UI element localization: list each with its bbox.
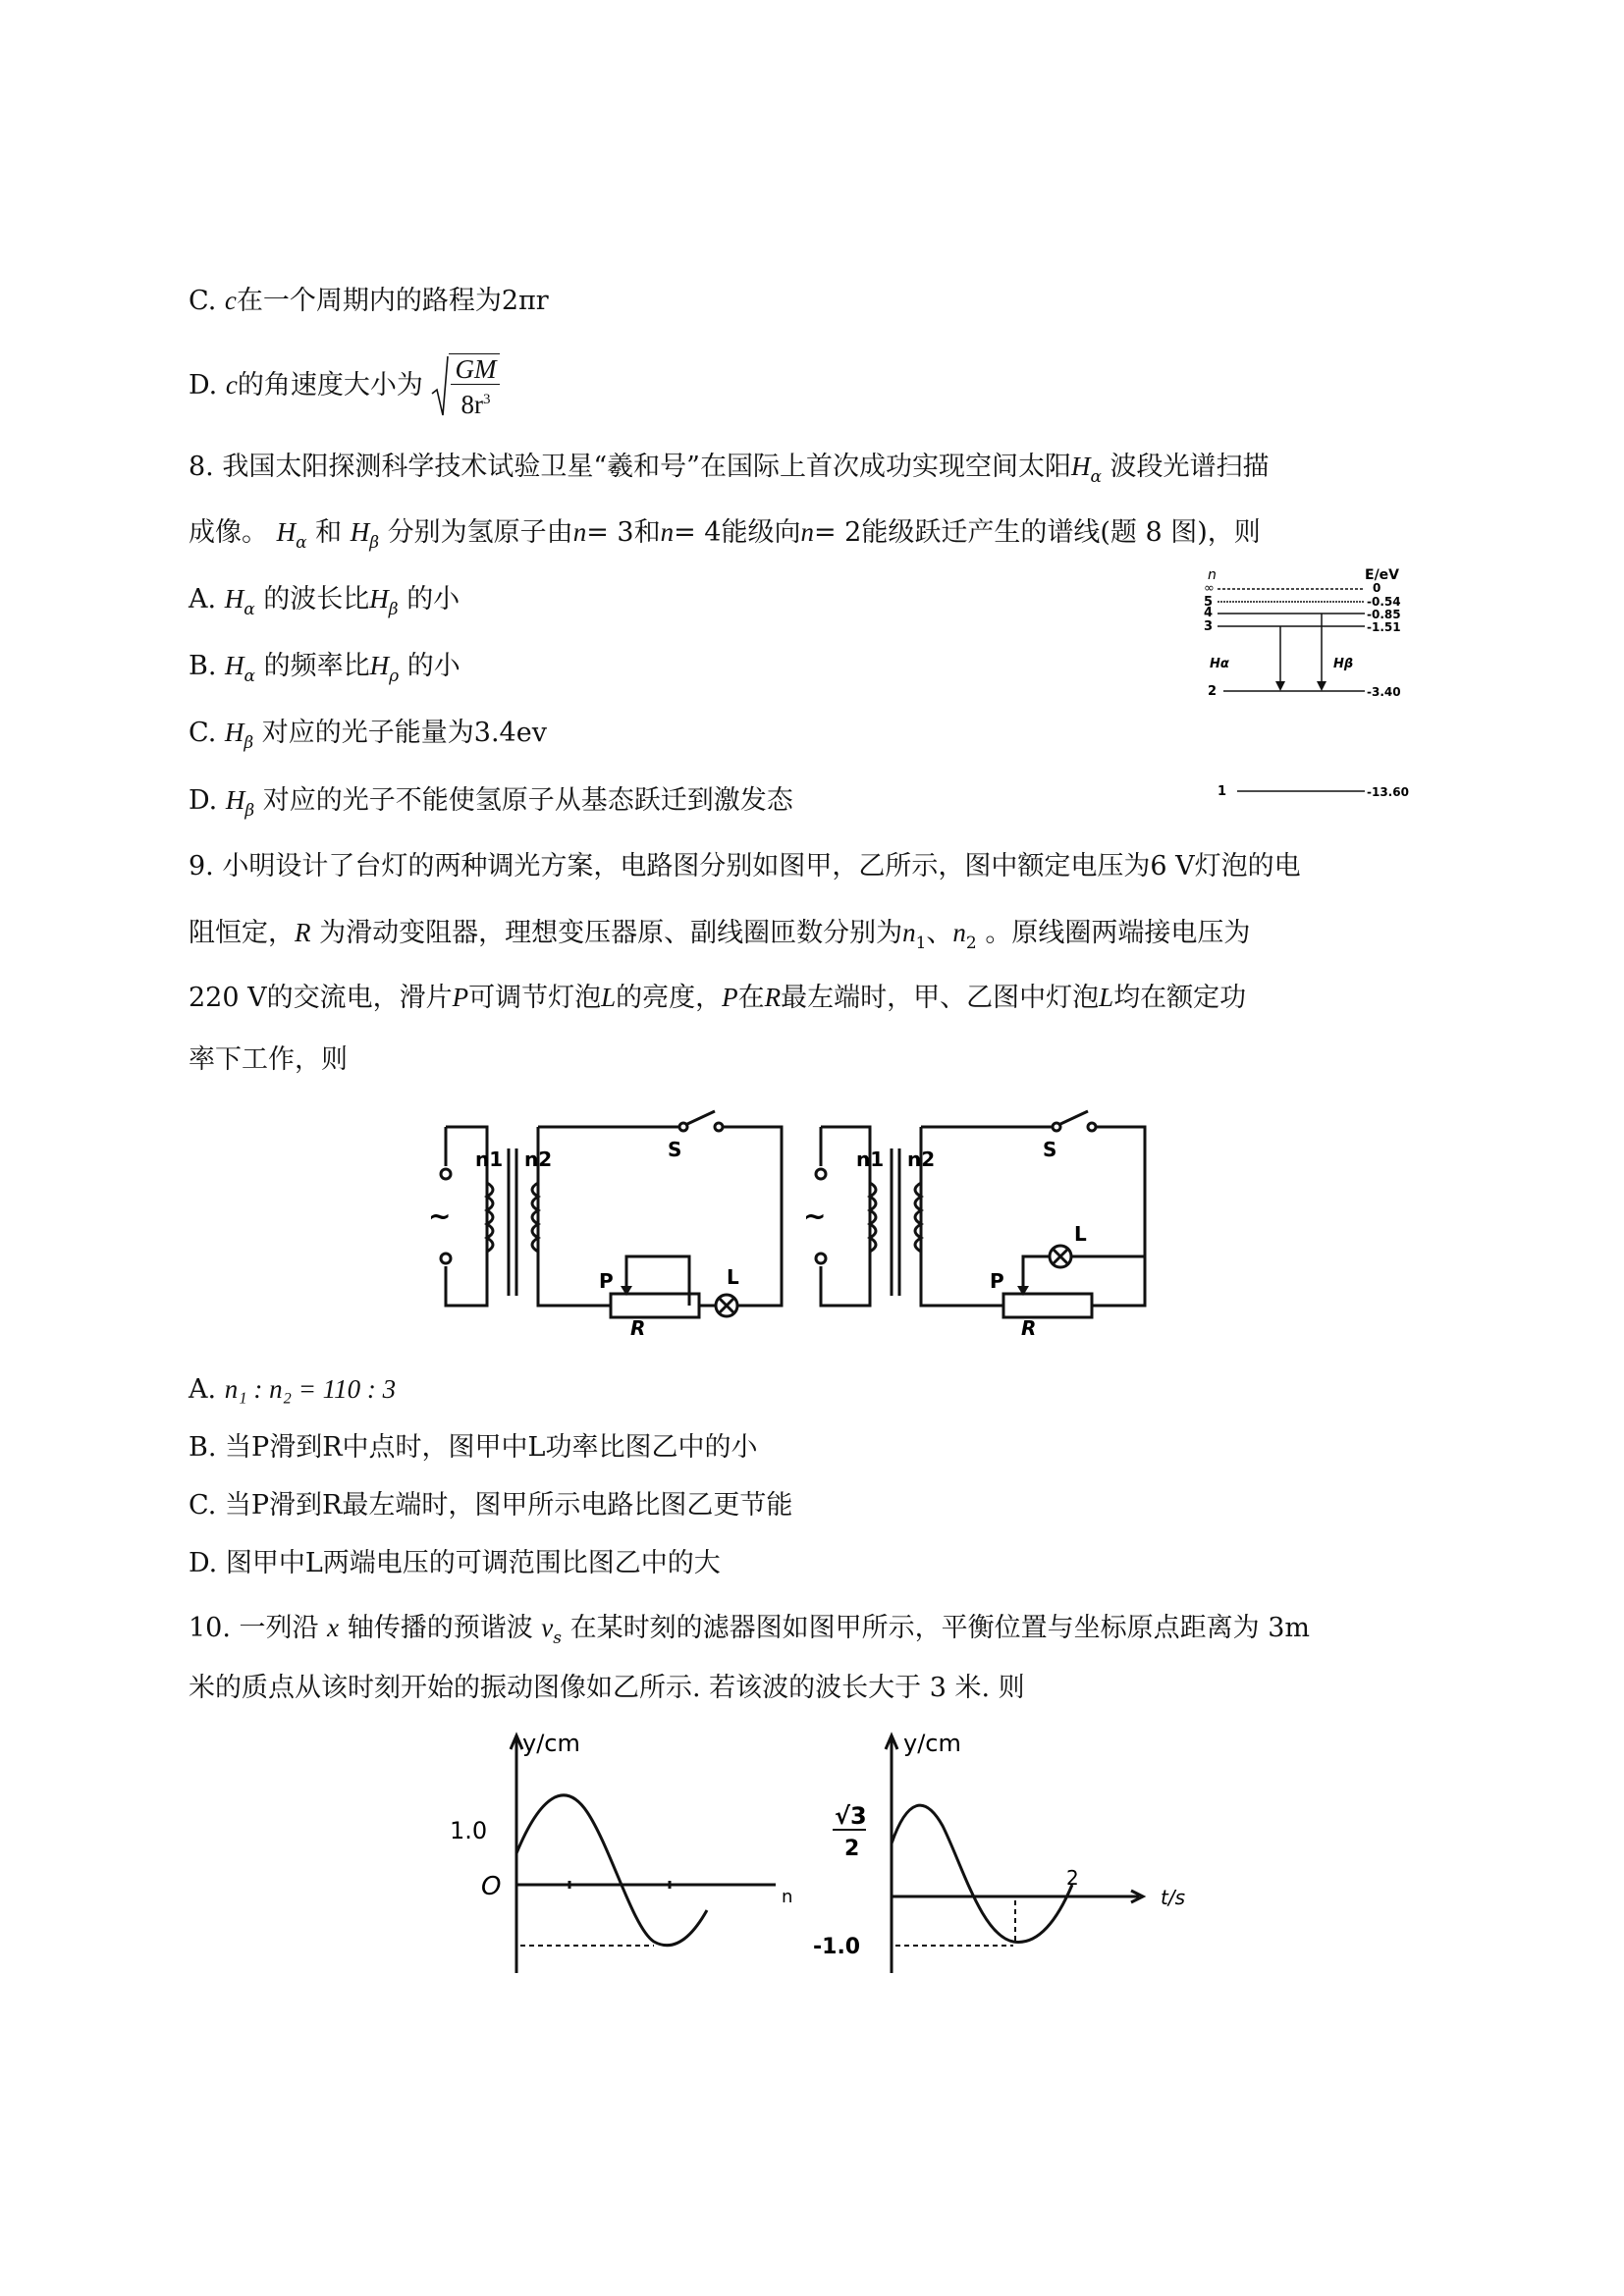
- wave-graph-b: [805, 1728, 1198, 1983]
- level-3-n: 3: [1204, 619, 1214, 634]
- q8-option-b: B. $H_\alpha$ 的频率比$H_\rho$ 的小: [189, 651, 460, 686]
- q8-stem-line1: 8. 我国太阳探测科学技术试验卫星“羲和号”在国际上首次成功实现空间太阳$H_\alpha$ 波段光谱扫描: [189, 452, 1270, 487]
- ac-source-symbol: ~: [803, 1200, 827, 1232]
- label-p: P: [599, 1269, 614, 1293]
- label-r: R: [630, 1316, 646, 1340]
- ac-source-symbol: ~: [428, 1200, 452, 1232]
- wave-curve: [516, 1795, 707, 1946]
- e-header: E/eV: [1365, 567, 1400, 583]
- ac-terminal-bottom: [441, 1254, 451, 1263]
- q9-option-a: A. n₁ : n₂ = 110 : 3: [189, 1374, 397, 1405]
- secondary-wire-right: [1092, 1127, 1145, 1306]
- q8-option-a: A. $H_\alpha$ 的波长比$H_\beta$ 的小: [189, 584, 460, 619]
- label-l: L: [1074, 1222, 1087, 1246]
- level-inf-n: ∞: [1204, 581, 1215, 596]
- q9-option-b: B. 当P滑到R中点时，图甲中L功率比图乙中的小: [189, 1432, 758, 1463]
- x-axis-label: t/s: [1161, 1886, 1185, 1909]
- wave-curve: [892, 1805, 1072, 1942]
- y-tick-sqrt3: √3: [835, 1802, 867, 1830]
- y-tick-label: 1.0: [450, 1817, 488, 1844]
- label-p: P: [990, 1269, 1004, 1293]
- q8-option-d: D. $H_\beta$ 对应的光子不能使氢原子从基态跃迁到激发态: [189, 785, 793, 821]
- q9-option-c: C. 当P滑到R最左端时，图甲所示电路比图乙更节能: [189, 1490, 793, 1521]
- level-4-e: -0.85: [1367, 608, 1401, 621]
- ac-terminal-bottom: [816, 1254, 826, 1263]
- x-axis-label: n: [782, 1887, 793, 1907]
- q8-stem-line2: 成像。 $H_\alpha$ 和 $H_\beta$ 分别为氢原子由n= 3和n= 4能级向n= 2能级跃迁产生的谱线(题 8 图)，则: [189, 517, 1261, 553]
- q9-stem-line3: 220 V的交流电，滑片P可调节灯泡L的亮度，P在R最左端时，甲、乙图中灯泡L均在额定功: [189, 983, 1247, 1013]
- level-3-e: -1.51: [1367, 620, 1401, 634]
- n-header: n: [1208, 567, 1217, 583]
- level-inf-e: 0: [1373, 581, 1381, 595]
- q8-option-c: C. $H_\beta$ 对应的光子能量为3.4ev: [189, 718, 547, 753]
- h-alpha-arrowhead: [1275, 681, 1285, 691]
- q9-stem-line1: 9. 小明设计了台灯的两种调光方案，电路图分别如图甲，乙所示，图中额定电压为6 V灯泡的电: [189, 851, 1301, 881]
- label-n2: n2: [907, 1148, 936, 1171]
- circuit-diagram-b: [803, 1109, 1161, 1340]
- sqrt-formula: [431, 353, 500, 419]
- level-5-e: -0.54: [1367, 595, 1401, 609]
- level-1-n: 1: [1218, 784, 1227, 799]
- switch-terminal-right: [715, 1123, 723, 1131]
- fraction-numerator: GM: [451, 354, 500, 385]
- label-n1: n1: [856, 1148, 885, 1171]
- level-5-n: 5: [1204, 595, 1214, 610]
- label-l: L: [727, 1265, 739, 1289]
- q9-option-d: D. 图甲中L两端电压的可调范围比图乙中的大: [189, 1548, 721, 1578]
- h-beta-arrowhead: [1317, 681, 1326, 691]
- label-n2: n2: [524, 1148, 553, 1171]
- level-4-n: 4: [1204, 606, 1214, 620]
- wave-graph-a: [432, 1728, 815, 1983]
- ac-terminal-top: [816, 1169, 826, 1179]
- rheostat-r: [1003, 1294, 1092, 1317]
- level-2-n: 2: [1208, 684, 1218, 699]
- h-beta-label: Hβ: [1333, 657, 1354, 671]
- h-alpha-label: Hα: [1210, 657, 1229, 671]
- q9-stem-line4: 率下工作，则: [189, 1044, 348, 1075]
- ac-terminal-top: [441, 1169, 451, 1179]
- slider-wire: [626, 1256, 689, 1306]
- switch-terminal-right: [1088, 1123, 1096, 1131]
- switch-blade: [1058, 1111, 1088, 1125]
- q7-option-d: D. c的角速度大小为 $\frac{GM}{8r^3}$: [189, 353, 500, 419]
- rheostat-r: [611, 1294, 699, 1317]
- level-2-e: -3.40: [1367, 685, 1401, 699]
- y-axis-label: y/cm: [903, 1730, 961, 1757]
- energy-level-diagram: [1196, 560, 1432, 815]
- switch-blade: [685, 1111, 715, 1125]
- q10-stem-line2: 米的质点从该时刻开始的振动图像如乙所示. 若该波的波长大于 3 米. 则: [189, 1673, 1025, 1703]
- circuit-diagram-a: [428, 1109, 795, 1340]
- radical-sign-icon: [431, 354, 449, 419]
- fraction-denominator: $8r^3$: [460, 390, 491, 419]
- label-s: S: [668, 1138, 682, 1161]
- label-n1: n1: [475, 1148, 504, 1171]
- y-tick-neg: -1.0: [813, 1935, 861, 1959]
- y-tick-denominator: 2: [844, 1837, 860, 1861]
- x-tick-label: 2: [1066, 1866, 1079, 1890]
- origin-label: O: [481, 1872, 502, 1901]
- q10-stem-line1: 10. 一列沿 x 轴传播的预谐波 $v_s$ 在某时刻的滤器图如图甲所示，平衡位置与坐标原点距离为 3m: [189, 1613, 1310, 1648]
- level-1-e: -13.60: [1367, 785, 1409, 799]
- label-r: R: [1021, 1316, 1037, 1340]
- q7-option-c: C. c在一个周期内的路程为2πr: [189, 286, 549, 316]
- y-axis-label: y/cm: [522, 1730, 580, 1757]
- label-s: S: [1043, 1138, 1057, 1161]
- q9-stem-line2: 阻恒定，R 为滑动变阻器，理想变压器原、副线圈匝数分别为$n_1$、$n_2$ 。原线圈两端接电压为: [189, 918, 1251, 953]
